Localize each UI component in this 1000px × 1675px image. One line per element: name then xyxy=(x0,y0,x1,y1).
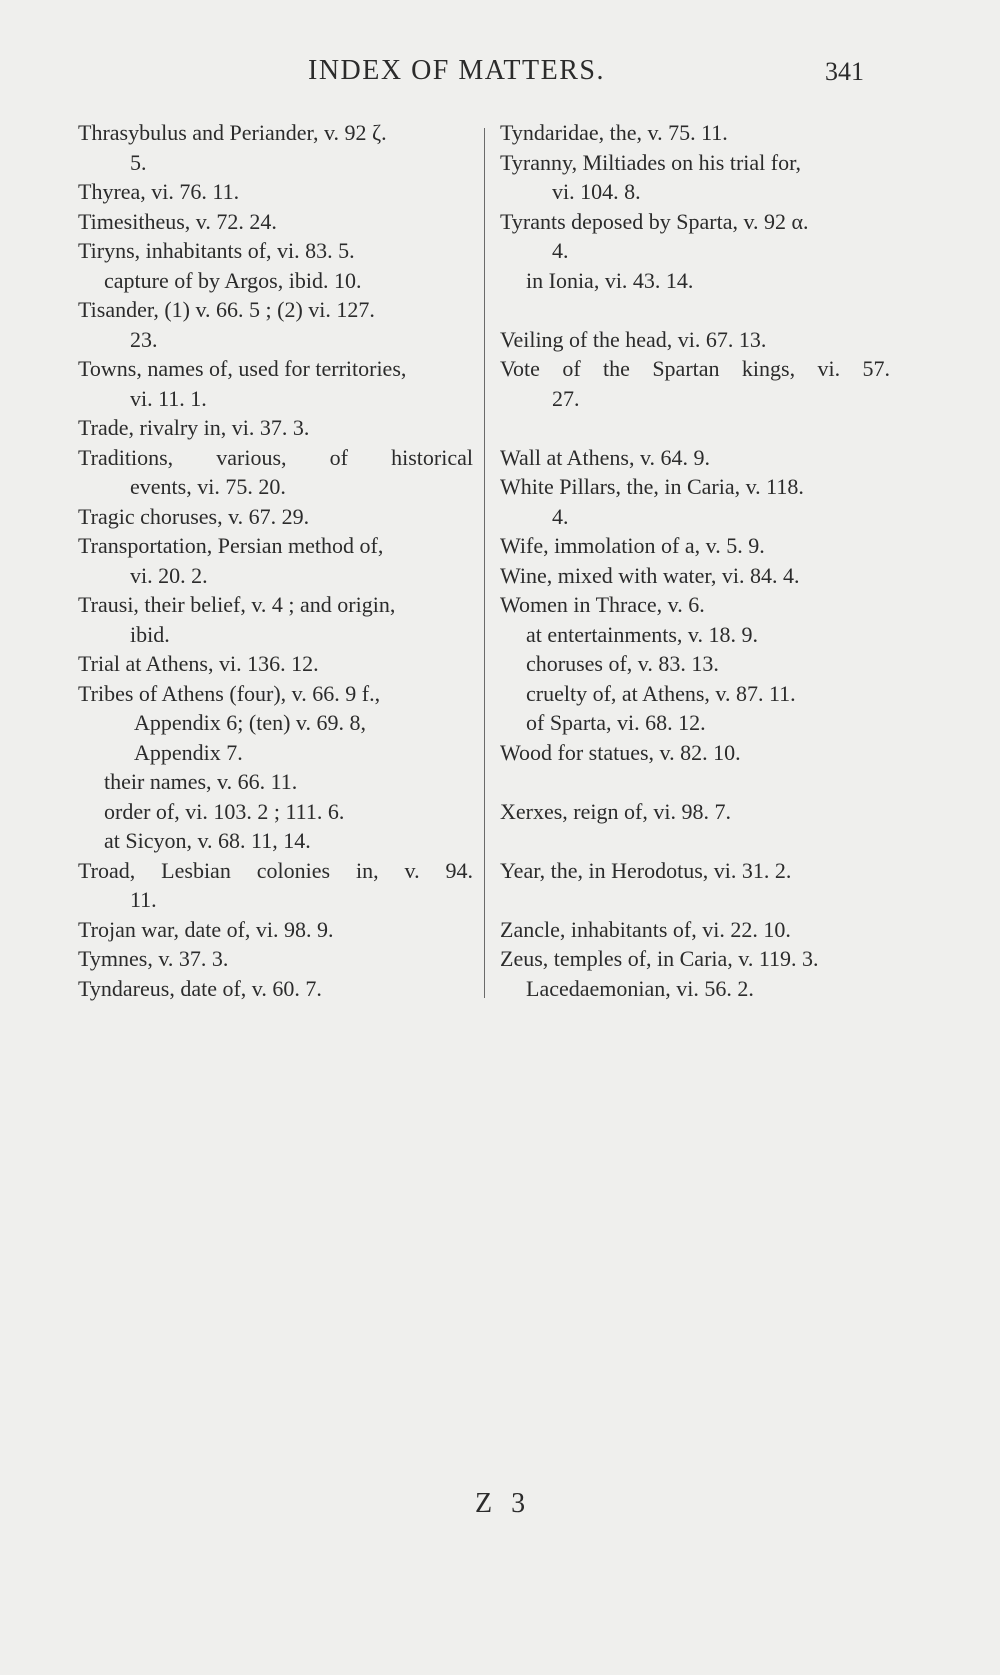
index-entry: 4. xyxy=(552,503,569,529)
index-entry: Appendix 7. xyxy=(134,739,243,765)
column-divider xyxy=(484,128,485,998)
index-entry: 5. xyxy=(130,149,147,175)
index-entry: Tymnes, v. 37. 3. xyxy=(78,946,229,971)
index-entry: Wine, mixed with water, vi. 84. 4. xyxy=(500,562,800,588)
index-entry: Appendix 6; (ten) v. 69. 8, xyxy=(134,710,366,735)
entry-gap xyxy=(500,885,890,915)
index-entry: Traditions, various, of historical xyxy=(78,444,473,470)
page-number: 341 xyxy=(825,57,864,86)
index-entry: Wall at Athens, v. 64. 9. xyxy=(500,444,711,470)
index-entry: 4. xyxy=(552,238,569,263)
index-entry: Trausi, their belief, v. 4 ; and origin, xyxy=(78,592,396,617)
index-entry: Tyndaridae, the, v. 75. 11. xyxy=(500,120,728,145)
index-entry: Tisander, (1) v. 66. 5 ; (2) vi. 127. xyxy=(78,297,375,322)
index-entry: Tyranny, Miltiades on his trial for, xyxy=(500,149,802,175)
index-entry: order of, vi. 103. 2 ; 111. 6. xyxy=(104,798,345,824)
index-entry: Trial at Athens, vi. 136. 12. xyxy=(78,651,319,676)
index-entry: Vote of the Spartan kings, vi. 57. xyxy=(500,356,890,381)
index-entry: Xerxes, reign of, vi. 98. 7. xyxy=(500,798,731,824)
index-entry: capture of by Argos, ibid. 10. xyxy=(104,267,362,293)
index-entry: at entertainments, v. 18. 9. xyxy=(526,621,758,647)
entry-gap xyxy=(500,413,890,443)
index-entry: vi. 20. 2. xyxy=(130,562,208,588)
index-entry: Wood for statues, v. 82. 10. xyxy=(500,739,741,765)
index-entry: vi. 11. 1. xyxy=(130,385,207,411)
entry-gap xyxy=(500,767,890,797)
index-entry: Tragic choruses, v. 67. 29. xyxy=(78,503,310,529)
index-column-right xyxy=(500,118,890,1003)
index-entry: Troad, Lesbian colonies in, v. 94. xyxy=(78,857,473,883)
index-entry: Tyndareus, date of, v. 60. 7. xyxy=(78,975,322,1001)
index-entry: White Pillars, the, in Caria, v. 118. xyxy=(500,474,804,499)
index-entry: choruses of, v. 83. 13. xyxy=(526,651,719,676)
index-entry: Zeus, temples of, in Caria, v. 119. 3. xyxy=(500,946,819,971)
index-entry: of Sparta, vi. 68. 12. xyxy=(526,710,706,735)
index-entry: Women in Thrace, v. 6. xyxy=(500,592,705,617)
index-entry: Thrasybulus and Periander, v. 92 ζ. xyxy=(78,120,387,145)
index-entry: Lacedaemonian, vi. 56. 2. xyxy=(526,975,754,1001)
entry-gap xyxy=(500,826,890,856)
index-entry: Tiryns, inhabitants of, vi. 83. 5. xyxy=(78,238,355,263)
index-entry: Zancle, inhabitants of, vi. 22. 10. xyxy=(500,916,791,942)
index-entry: Transportation, Persian method of, xyxy=(78,533,384,558)
index-entry: 27. xyxy=(552,385,580,411)
index-entry: at Sicyon, v. 68. 11, 14. xyxy=(104,828,311,853)
signature-mark: Z 3 xyxy=(475,1488,532,1519)
index-entry: in Ionia, vi. 43. 14. xyxy=(526,267,694,293)
index-entry: Thyrea, vi. 76. 11. xyxy=(78,179,240,204)
index-entry: Trade, rivalry in, vi. 37. 3. xyxy=(78,415,310,440)
index-column-left xyxy=(78,118,473,1003)
page-title: INDEX OF MATTERS. xyxy=(308,55,605,86)
index-entry: Towns, names of, used for territories, xyxy=(78,356,407,381)
index-entry: 23. xyxy=(130,326,158,352)
index-entry: Veiling of the head, vi. 67. 13. xyxy=(500,326,767,352)
index-entry: ibid. xyxy=(130,621,170,647)
index-entry: Wife, immolation of a, v. 5. 9. xyxy=(500,533,765,558)
entry-gap xyxy=(500,295,890,325)
index-entry: Timesitheus, v. 72. 24. xyxy=(78,208,277,234)
index-entry: vi. 104. 8. xyxy=(552,179,641,204)
index-entry: their names, v. 66. 11. xyxy=(104,769,298,794)
index-entry: Year, the, in Herodotus, vi. 31. 2. xyxy=(500,857,792,883)
index-entry: Tribes of Athens (four), v. 66. 9 f., xyxy=(78,680,381,706)
index-entry: Trojan war, date of, vi. 98. 9. xyxy=(78,916,334,942)
index-entry: events, vi. 75. 20. xyxy=(130,474,286,499)
index-entry: cruelty of, at Athens, v. 87. 11. xyxy=(526,680,796,706)
index-entry: 11. xyxy=(130,887,157,912)
running-head xyxy=(0,55,1000,95)
index-entry: Tyrants deposed by Sparta, v. 92 α. xyxy=(500,208,809,234)
